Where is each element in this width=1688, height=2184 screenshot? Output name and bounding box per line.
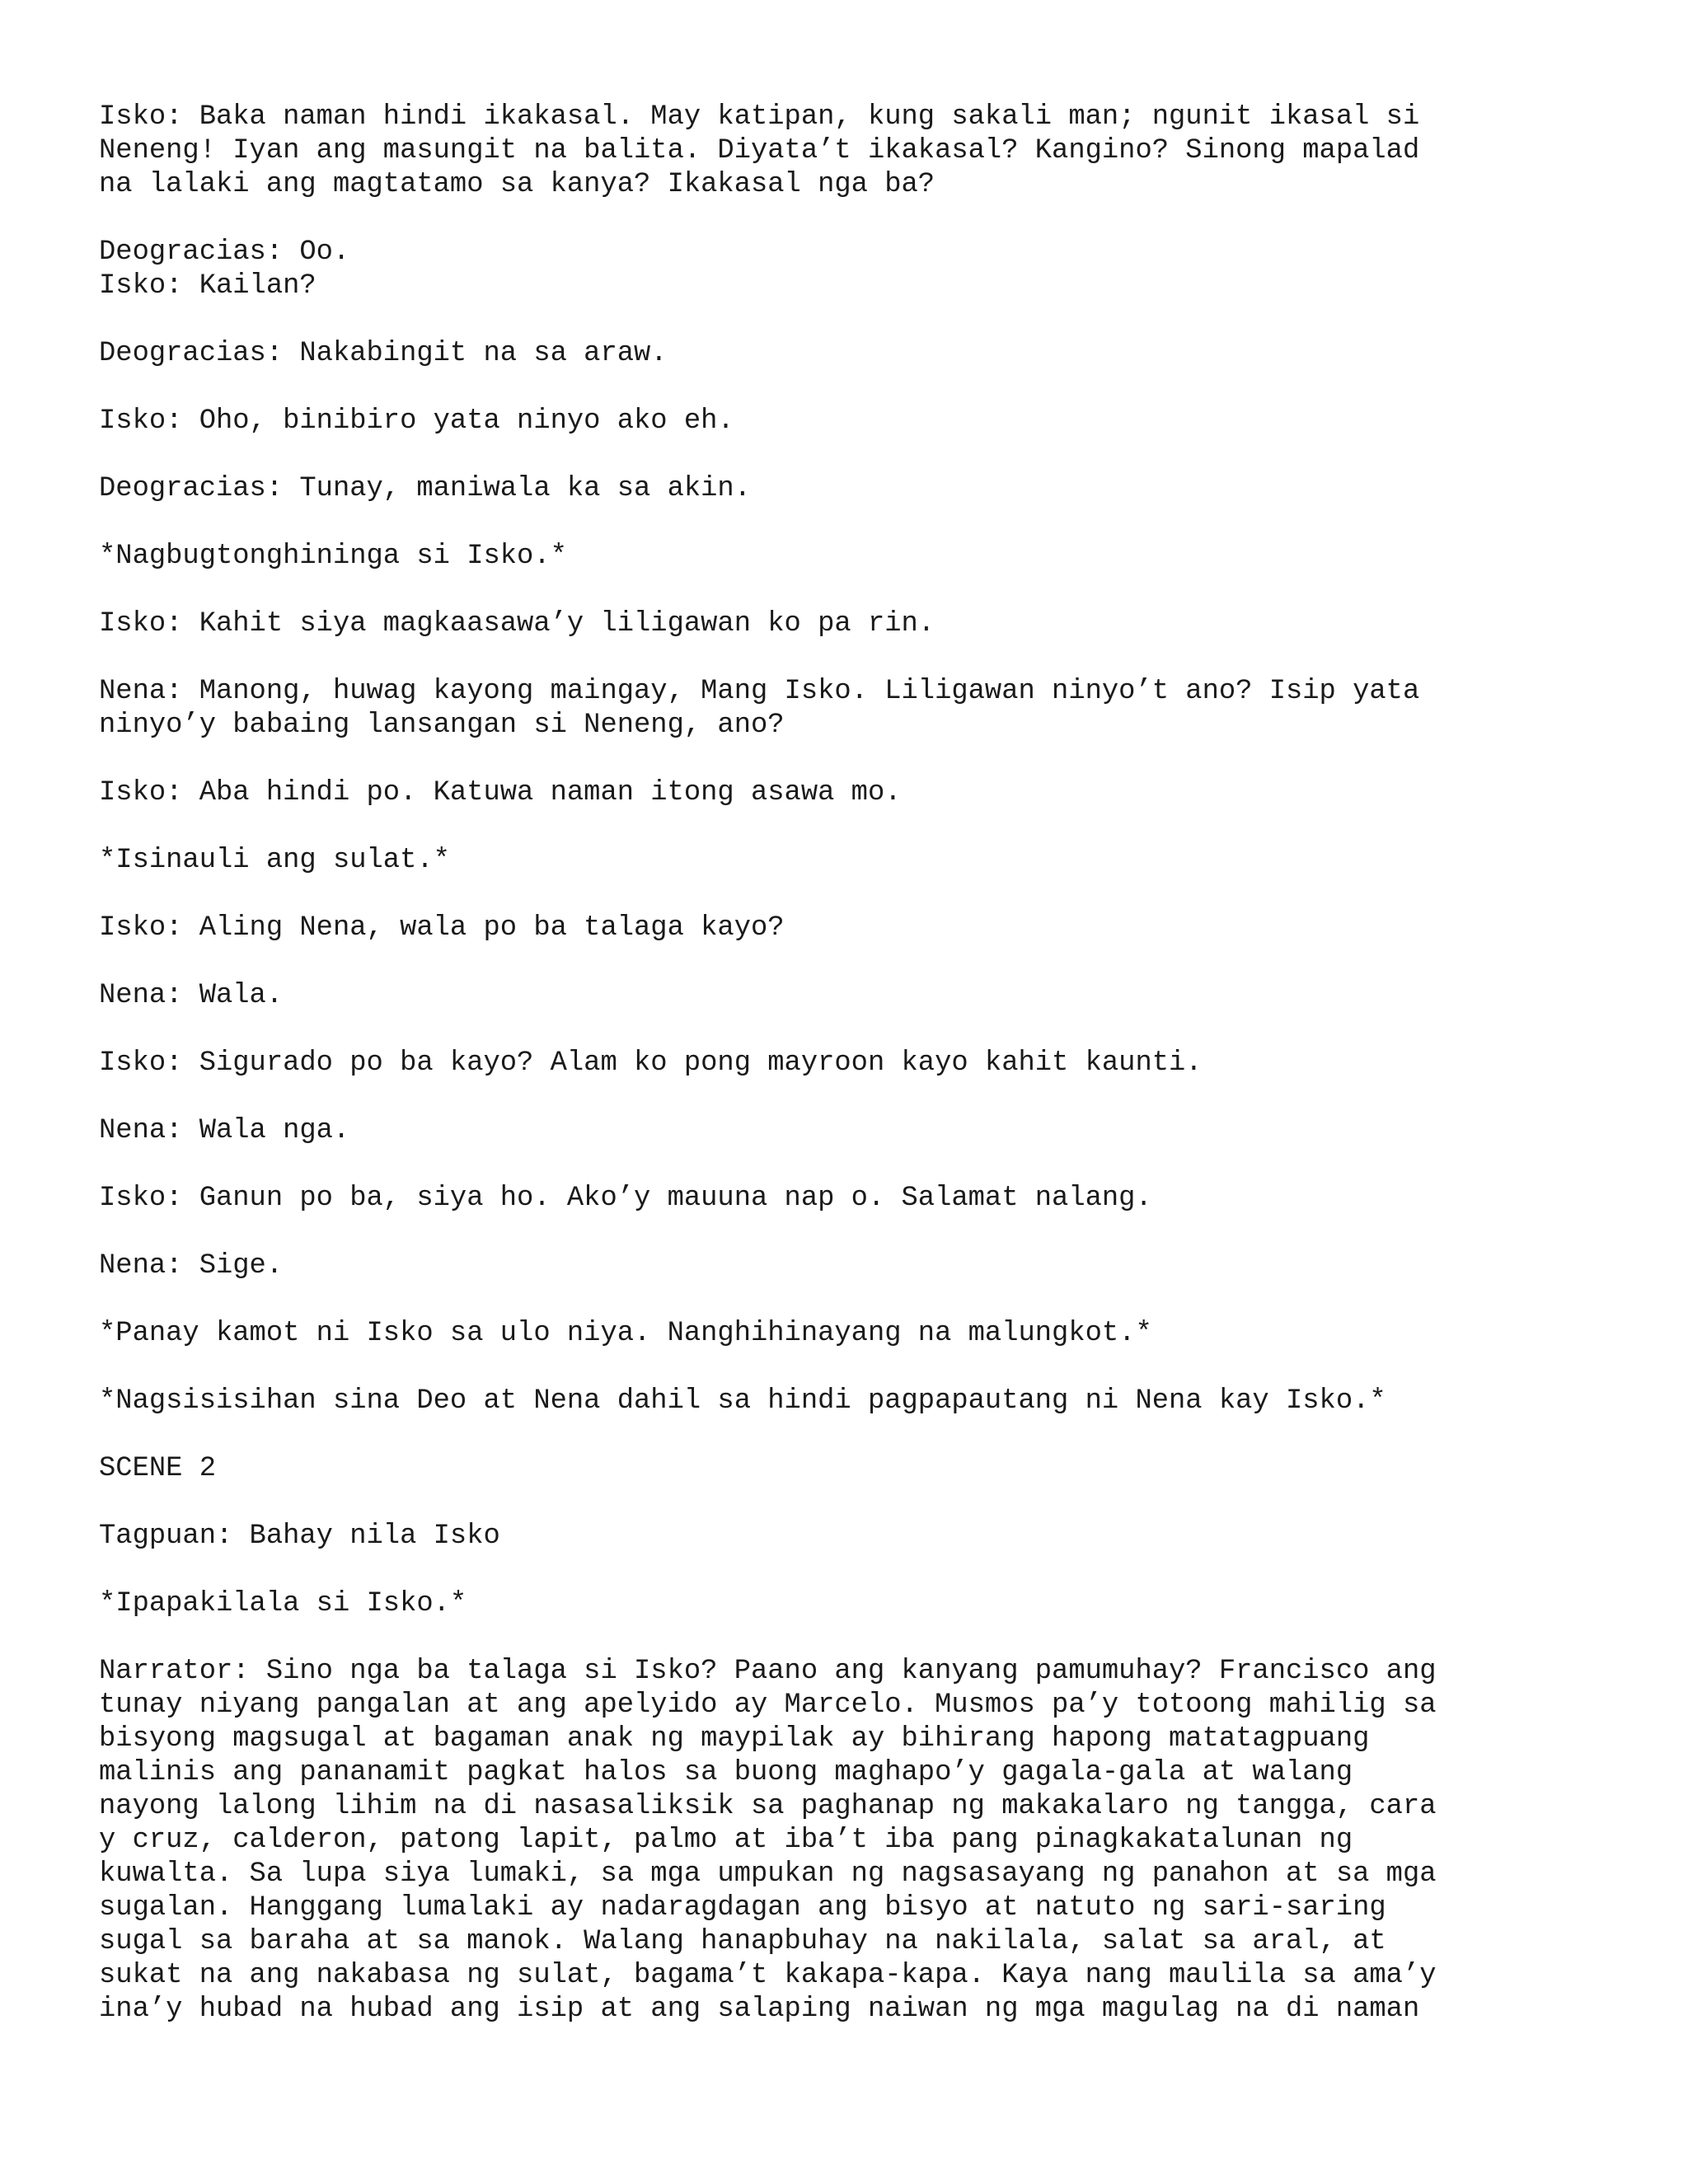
- paragraph: [99, 607, 1632, 641]
- paragraph: [99, 979, 1632, 1013]
- document-page: [99, 101, 1632, 2060]
- text-line: tunay niyang pangalan at ang apelyido ay Marcelo. Musmos pa’y totoong mahilig sa: [99, 1690, 1437, 1721]
- paragraph: [99, 1182, 1632, 1216]
- paragraph: [99, 1114, 1632, 1148]
- paragraph: [99, 776, 1632, 810]
- text-line: *Panay kamot ni Isko sa ulo niya. Nanghihinayang na malungkot.*: [99, 1318, 1152, 1349]
- text-line: ina’y hubad na hubad ang isip at ang salaping naiwan ng mga magulag na di naman: [99, 1994, 1420, 2025]
- text-line: bisyong magsugal at bagaman anak ng maypilak ay bihirang hapong matatagpuang: [99, 1723, 1370, 1755]
- text-line: malinis ang pananamit pagkat halos sa buong maghapo’y gagala-gala at walang: [99, 1757, 1353, 1788]
- paragraph: [99, 1655, 1632, 2027]
- paragraph: [99, 1520, 1632, 1554]
- text-line: Isko: Baka naman hindi ikakasal. May katipan, kung sakali man; ngunit ikasal si: [99, 101, 1420, 133]
- paragraph: [99, 405, 1632, 438]
- paragraph: [99, 236, 1632, 269]
- text-line: kuwalta. Sa lupa siya lumaki, sa mga umpukan ng nagsasayang ng panahon at sa mga: [99, 1858, 1437, 1890]
- text-line: *Ipapakilala si Isko.*: [99, 1588, 467, 1619]
- text-line: Nena: Sige.: [99, 1250, 284, 1282]
- text-line: ninyo’y babaing lansangan si Neneng, ano?: [99, 710, 785, 741]
- text-line: Deogracias: Nakabingit na sa araw.: [99, 338, 668, 369]
- paragraph: [99, 269, 1632, 303]
- text-line: *Nagbugtonghininga si Isko.*: [99, 541, 567, 572]
- text-line: sukat na ang nakabasa ng sulat, bagama’t kakapa-kapa. Kaya nang maulila sa ama’y: [99, 1960, 1437, 1991]
- paragraph: [99, 912, 1632, 945]
- text-line: Nena: Wala.: [99, 980, 284, 1011]
- paragraph: [99, 675, 1632, 743]
- paragraph: [99, 540, 1632, 574]
- text-line: na lalaki ang magtatamo sa kanya? Ikakasal nga ba?: [99, 169, 935, 200]
- text-line: Tagpuan: Bahay nila Isko: [99, 1521, 500, 1552]
- paragraph: [99, 101, 1632, 202]
- paragraph: [99, 1249, 1632, 1283]
- text-line: Neneng! Iyan ang masungit na balita. Diyata’t ikakasal? Kangino? Sinong mapalad: [99, 135, 1420, 166]
- text-line: Isko: Kailan?: [99, 270, 316, 302]
- text-line: Isko: Aling Nena, wala po ba talaga kayo?: [99, 912, 785, 944]
- paragraph: [99, 1385, 1632, 1418]
- text-line: Isko: Sigurado po ba kayo? Alam ko pong mayroon kayo kahit kaunti.: [99, 1047, 1203, 1079]
- paragraph: [99, 844, 1632, 878]
- text-line: Deogracias: Oo.: [99, 237, 350, 268]
- text-line: Isko: Kahit siya magkaasawa’y liligawan ko pa rin.: [99, 608, 935, 640]
- text-line: Narrator: Sino nga ba talaga si Isko? Paano ang kanyang pamumuhay? Francisco ang: [99, 1656, 1437, 1687]
- text-line: Isko: Oho, binibiro yata ninyo ako eh.: [99, 405, 734, 437]
- text-line: Nena: Wala nga.: [99, 1115, 350, 1146]
- paragraph: [99, 337, 1632, 371]
- paragraph: [99, 1587, 1632, 1621]
- text-line: Nena: Manong, huwag kayong maingay, Mang Isko. Liligawan ninyo’t ano? Isip yata: [99, 676, 1420, 707]
- text-line: SCENE 2: [99, 1453, 216, 1484]
- paragraph: [99, 1047, 1632, 1080]
- paragraph: [99, 1452, 1632, 1486]
- text-line: Deogracias: Tunay, maniwala ka sa akin.: [99, 473, 751, 504]
- text-line: *Nagsisisihan sina Deo at Nena dahil sa hindi pagpapautang ni Nena kay Isko.*: [99, 1385, 1386, 1417]
- paragraph: [99, 472, 1632, 506]
- text-line: sugal sa baraha at sa manok. Walang hanapbuhay na nakilala, salat sa aral, at: [99, 1926, 1386, 1957]
- text-line: nayong lalong lihim na di nasasaliksik sa paghanap ng makakalaro ng tangga, cara: [99, 1791, 1437, 1822]
- text-line: Isko: Aba hindi po. Katuwa naman itong asawa mo.: [99, 777, 902, 808]
- text-line: *Isinauli ang sulat.*: [99, 845, 450, 876]
- paragraph: [99, 1317, 1632, 1351]
- text-line: y cruz, calderon, patong lapit, palmo at iba’t iba pang pinagkakatalunan ng: [99, 1825, 1353, 1856]
- text-line: Isko: Ganun po ba, siya ho. Ako’y mauuna nap o. Salamat nalang.: [99, 1183, 1152, 1214]
- text-line: sugalan. Hanggang lumalaki ay nadaragdagan ang bisyo at natuto ng sari-saring: [99, 1892, 1386, 1924]
